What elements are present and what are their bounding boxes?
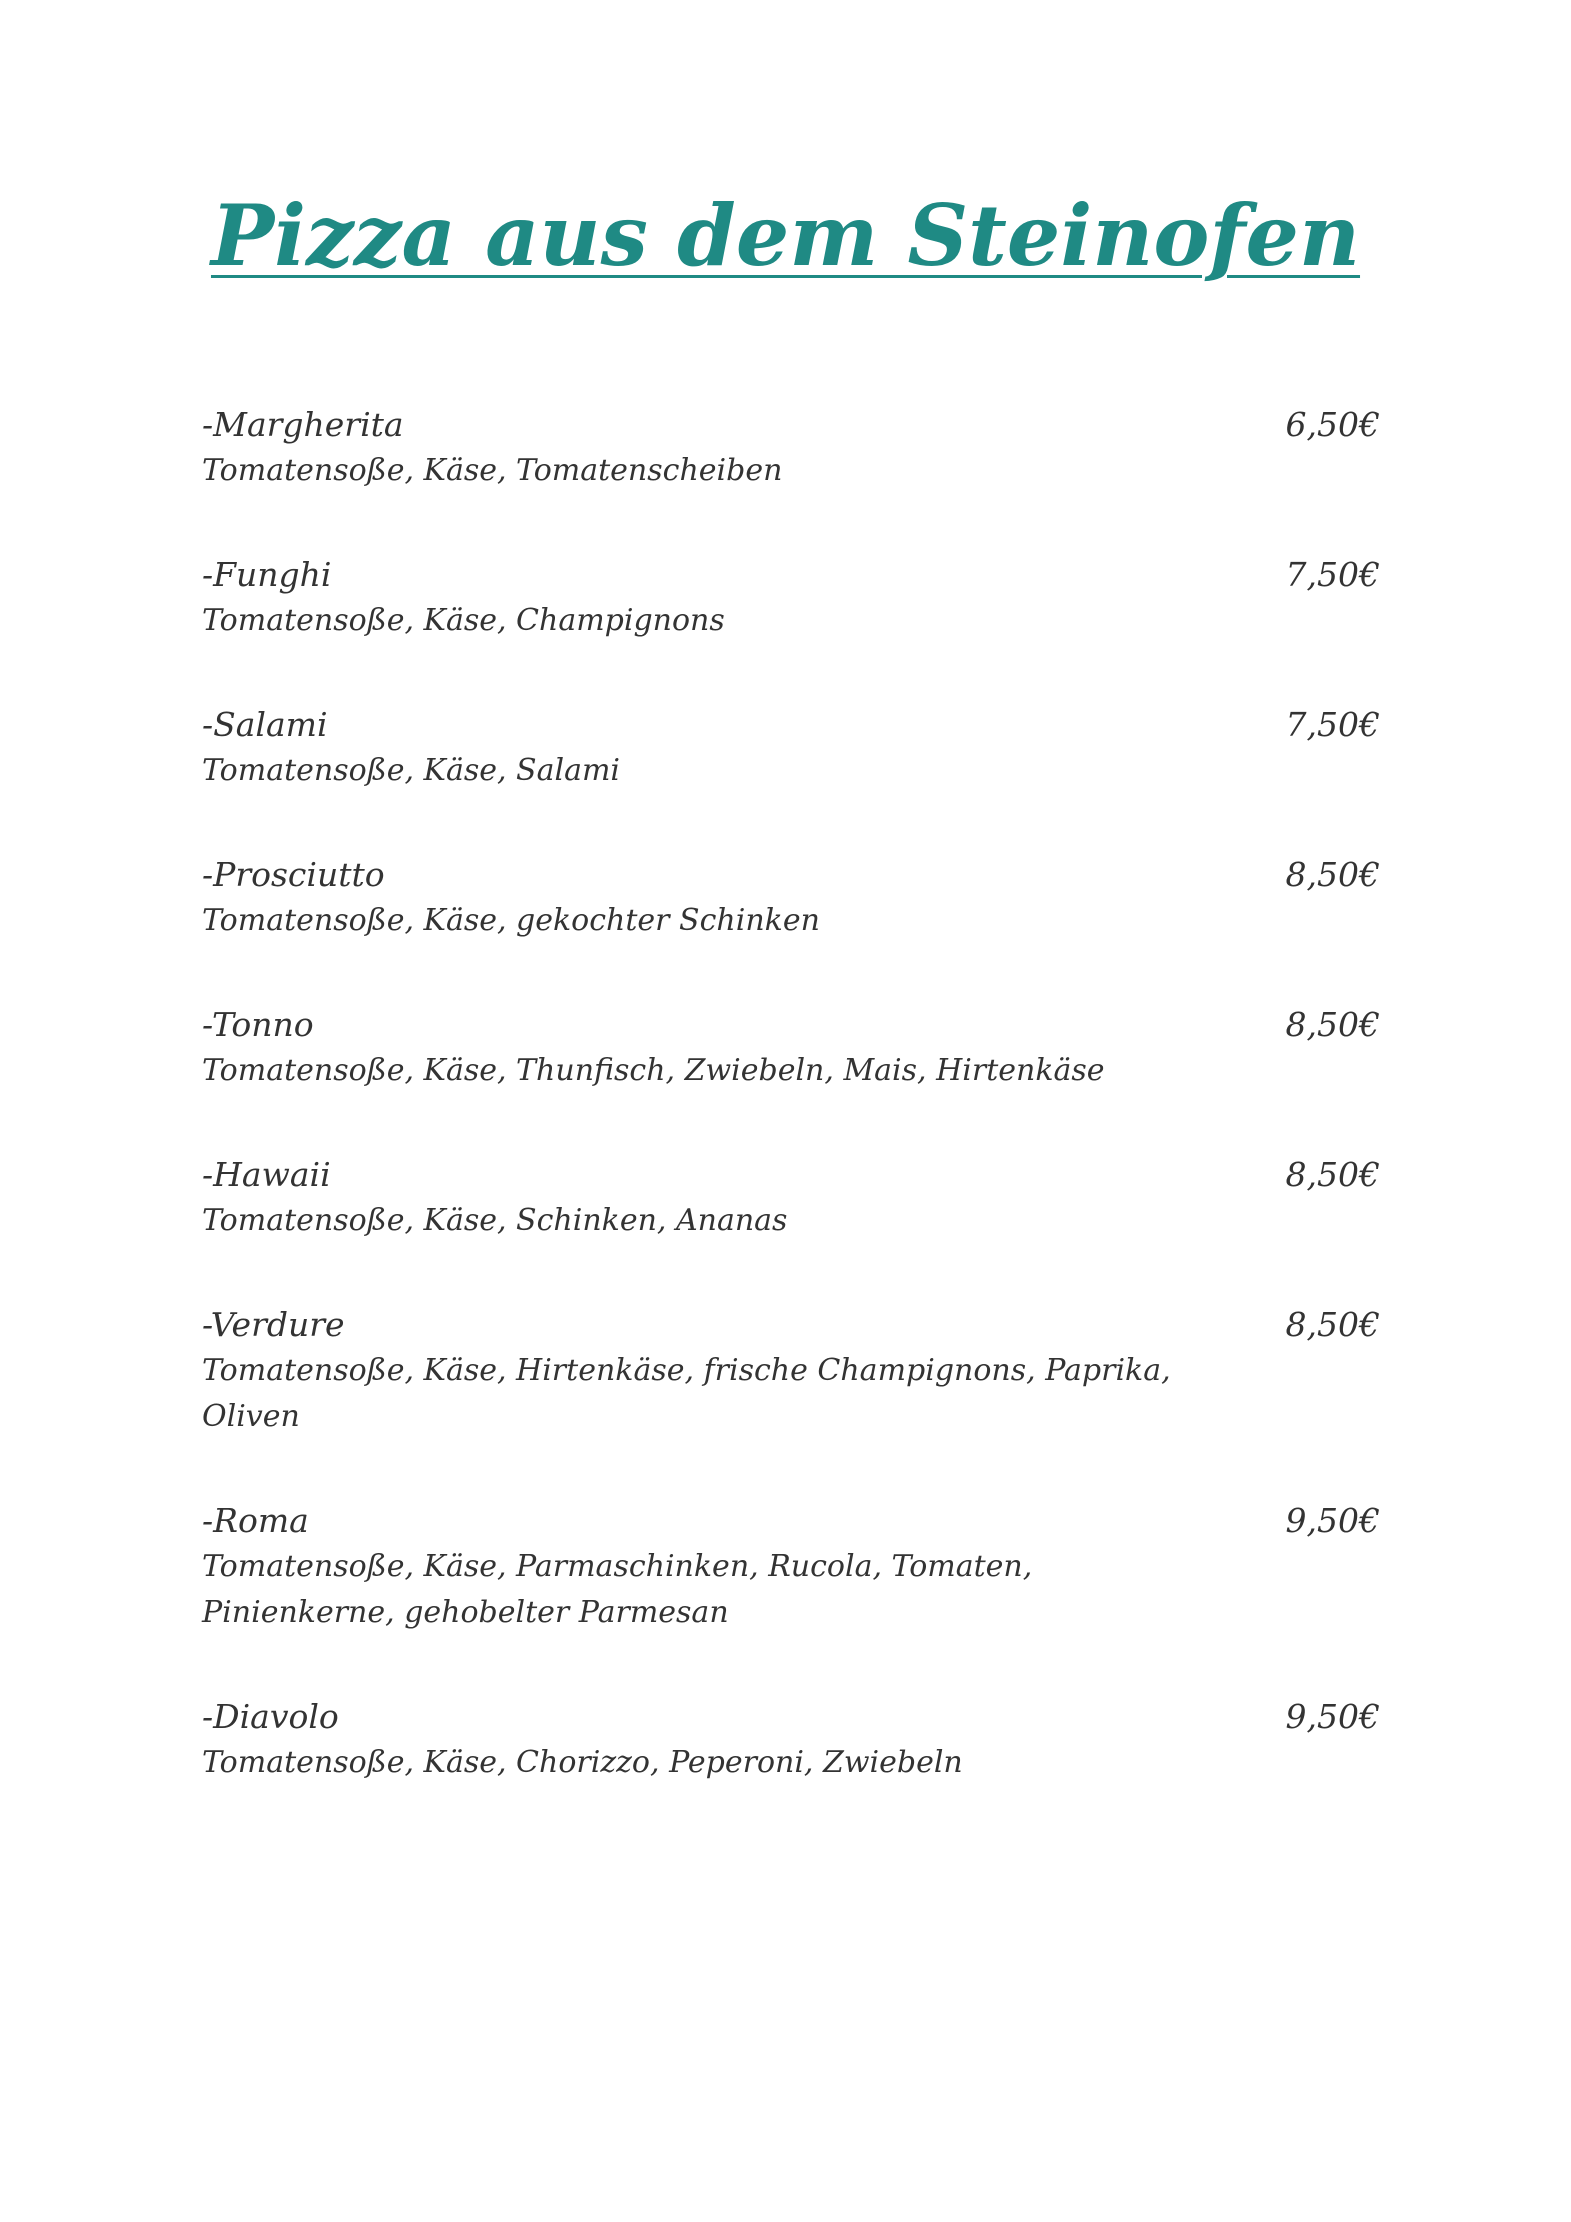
menu-item xyxy=(202,852,1380,944)
menu-item-description: Tomatensoße, Käse, Thunfisch, Zwiebeln, Mais, Hirtenkäse xyxy=(202,1053,1105,1088)
menu-item-name: -Prosciutto xyxy=(202,855,385,894)
menu-item-header xyxy=(202,1498,1380,1544)
menu-item-name: -Verdure xyxy=(202,1305,345,1344)
menu-item-price: 9,50€ xyxy=(1285,1697,1380,1736)
pizza-menu-list xyxy=(202,402,1380,1844)
menu-item-price: 8,50€ xyxy=(1285,1005,1380,1044)
menu-item xyxy=(202,1498,1380,1636)
menu-item-description: Tomatensoße, Käse, Parmaschinken, Rucola, Tomaten, Pinienkerne, gehobelter Parmesan xyxy=(202,1549,1033,1630)
menu-item-name: -Diavolo xyxy=(202,1697,339,1736)
menu-item xyxy=(202,1152,1380,1244)
menu-item-description: Tomatensoße, Käse, Hirtenkäse, frische Champignons, Paprika, Oliven xyxy=(202,1353,1171,1434)
menu-item-header xyxy=(202,1302,1380,1348)
menu-item-name: -Tonno xyxy=(202,1005,314,1044)
menu-item xyxy=(202,1302,1380,1440)
menu-item xyxy=(202,552,1380,644)
menu-item-name: -Salami xyxy=(202,705,328,744)
menu-item-header xyxy=(202,852,1380,898)
menu-item-name: -Hawaii xyxy=(202,1155,331,1194)
menu-item xyxy=(202,702,1380,794)
menu-item-price: 7,50€ xyxy=(1285,555,1380,594)
menu-item-name: -Roma xyxy=(202,1501,309,1540)
menu-item-header xyxy=(202,1152,1380,1198)
menu-item-header xyxy=(202,402,1380,448)
menu-item-description: Tomatensoße, Käse, Champignons xyxy=(202,603,725,638)
menu-item-price: 8,50€ xyxy=(1285,855,1380,894)
menu-item-description: Tomatensoße, Käse, Chorizzo, Peperoni, Zwiebeln xyxy=(202,1745,963,1780)
menu-item-header xyxy=(202,552,1380,598)
menu-item xyxy=(202,402,1380,494)
menu-item-price: 8,50€ xyxy=(1285,1305,1380,1344)
menu-item-description: Tomatensoße, Käse, gekochter Schinken xyxy=(202,903,820,938)
menu-item-price: 8,50€ xyxy=(1285,1155,1380,1194)
menu-item-header xyxy=(202,1002,1380,1048)
page-title-text: Pizza aus dem Steinofen xyxy=(210,186,1361,285)
menu-item-description: Tomatensoße, Käse, Salami xyxy=(202,753,621,788)
menu-item-header xyxy=(202,702,1380,748)
menu-item-price: 6,50€ xyxy=(1285,405,1380,444)
menu-item-name: -Funghi xyxy=(202,555,332,594)
menu-item-header xyxy=(202,1694,1380,1740)
menu-item xyxy=(202,1002,1380,1094)
menu-item-price: 9,50€ xyxy=(1285,1501,1380,1540)
menu-item-price: 7,50€ xyxy=(1285,705,1380,744)
menu-item xyxy=(202,1694,1380,1786)
page-title xyxy=(0,186,1571,285)
menu-item-name: -Margherita xyxy=(202,405,404,444)
menu-item-description: Tomatensoße, Käse, Tomatenscheiben xyxy=(202,453,783,488)
menu-item-description: Tomatensoße, Käse, Schinken, Ananas xyxy=(202,1203,788,1238)
